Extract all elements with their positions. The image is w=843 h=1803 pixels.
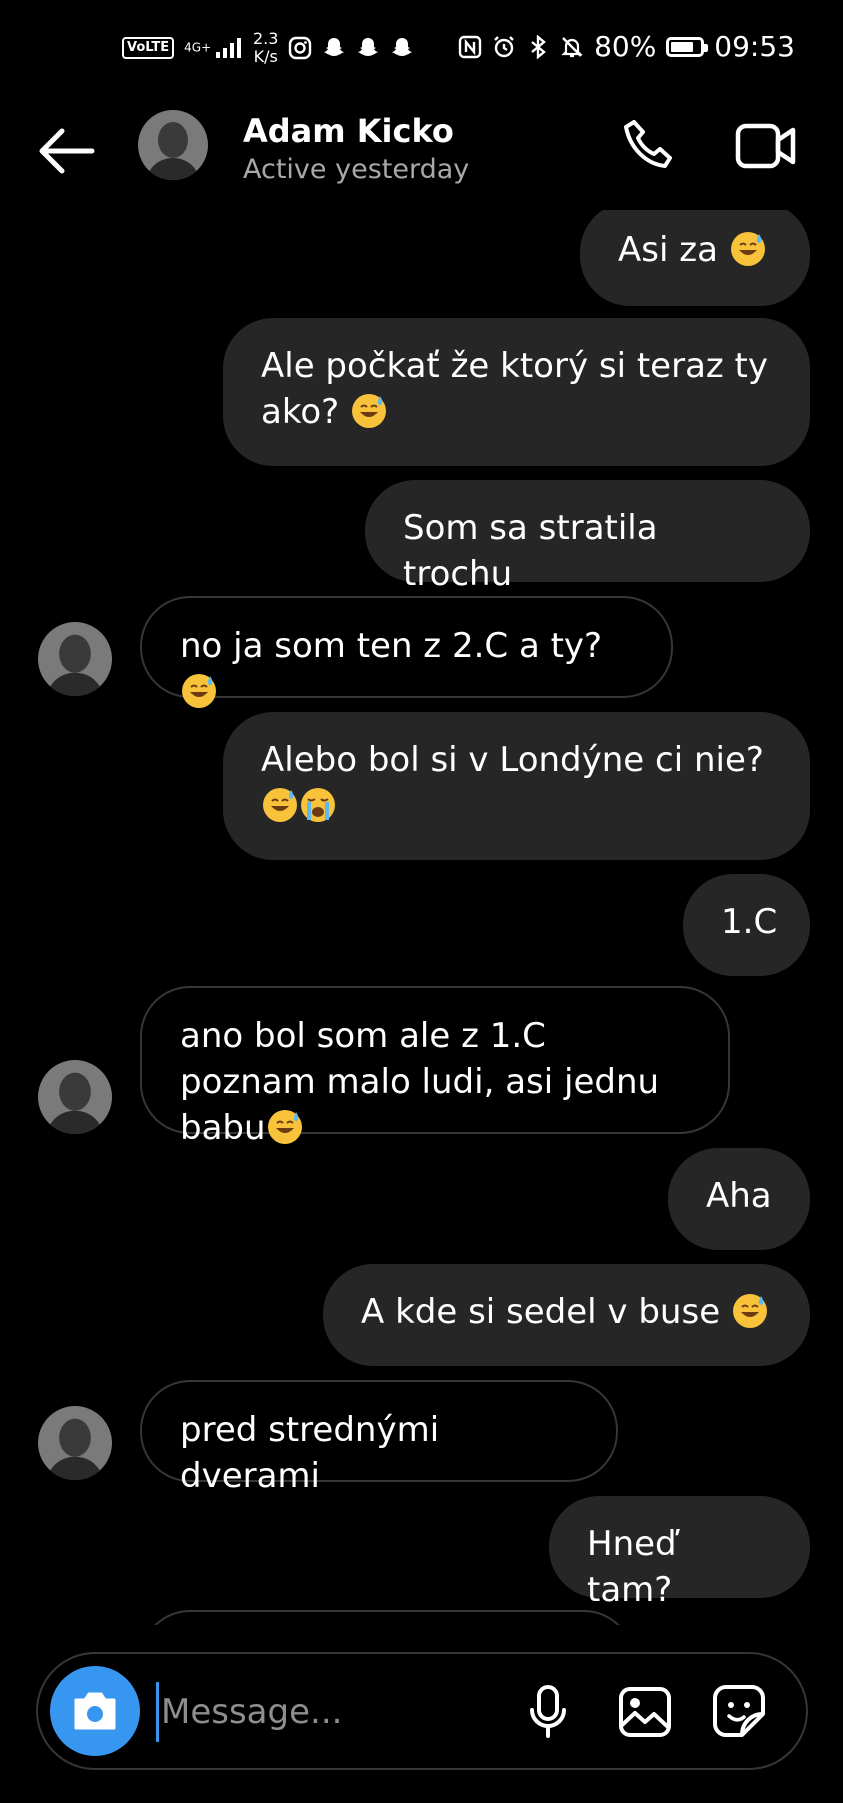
volte-badge: VoLTE: [122, 37, 174, 59]
sweat-smile-emoji-icon: [266, 1108, 304, 1146]
network-speed: [253, 30, 278, 66]
avatar-portrait-icon: [38, 622, 112, 696]
instagram-icon: [288, 36, 312, 60]
camera-icon: [72, 1690, 118, 1732]
incoming-message[interactable]: [140, 1380, 618, 1496]
outgoing-message[interactable]: [223, 318, 810, 466]
message-text: Ale počkať že ktorý si teraz ty ako?: [261, 346, 769, 432]
outgoing-message[interactable]: [549, 1496, 810, 1610]
message-text: Som sa stratila trochu: [403, 508, 658, 594]
outgoing-message[interactable]: [580, 210, 810, 306]
outgoing-message[interactable]: [668, 1148, 810, 1250]
snapchat-icon: [322, 36, 346, 60]
avatar-portrait-icon: [38, 1406, 112, 1480]
message-text: Aha: [706, 1176, 772, 1216]
chat-header: [0, 100, 843, 210]
sticker-icon[interactable]: [712, 1684, 766, 1738]
battery-icon: [666, 37, 704, 57]
message-text: 1.C: [721, 902, 778, 942]
speed-unit: K/s: [253, 47, 278, 66]
message-text: Alebo bol si v Londýne ci nie?: [261, 740, 764, 780]
battery-percent: 80%: [594, 30, 657, 63]
microphone-icon[interactable]: [528, 1684, 568, 1740]
sweat-smile-emoji-icon: [261, 786, 299, 824]
network-label: 4G+: [184, 40, 212, 55]
loudly-crying-emoji-icon: [299, 786, 337, 824]
alarm-icon: [492, 35, 516, 59]
sweat-smile-emoji-icon: [350, 392, 388, 430]
contact-name[interactable]: Adam Kicko: [243, 112, 454, 150]
signal-icon: [215, 37, 243, 59]
message-text: A kde si sedel v buse: [361, 1292, 731, 1332]
message-thread[interactable]: [0, 210, 843, 1625]
sender-avatar[interactable]: [38, 622, 112, 696]
status-left: [122, 30, 414, 66]
avatar-portrait-icon: [138, 110, 208, 180]
gallery-icon[interactable]: [618, 1686, 672, 1738]
bluetooth-icon: [526, 35, 550, 59]
message-composer: [36, 1652, 808, 1770]
sender-avatar[interactable]: [38, 1406, 112, 1480]
sweat-smile-emoji-icon: [731, 1292, 769, 1330]
battery-fill: [671, 42, 693, 52]
sweat-smile-emoji-icon: [729, 230, 767, 268]
sweat-smile-emoji-icon: [180, 672, 218, 710]
message-text: ano bol som ale z 1.C poznam malo ludi, asi jednu babu: [180, 1016, 660, 1148]
status-right: [458, 30, 795, 63]
avatar-portrait-icon: [38, 1060, 112, 1134]
outgoing-message[interactable]: [223, 712, 810, 860]
incoming-message-partial[interactable]: [140, 1610, 634, 1625]
speed-value: 2.3: [253, 29, 279, 48]
message-input[interactable]: [156, 1682, 463, 1742]
mute-bell-icon: [560, 35, 584, 59]
snapchat-icon: [356, 36, 380, 60]
network-type: [184, 37, 243, 59]
incoming-message[interactable]: [140, 596, 673, 698]
phone-call-icon[interactable]: [620, 118, 676, 174]
sender-avatar[interactable]: [38, 1060, 112, 1134]
status-bar: [0, 0, 843, 100]
contact-avatar[interactable]: [138, 110, 208, 180]
outgoing-message[interactable]: [683, 874, 810, 976]
outgoing-message[interactable]: [323, 1264, 810, 1366]
outgoing-message[interactable]: [365, 480, 810, 594]
incoming-message[interactable]: [140, 986, 730, 1148]
nfc-icon: [458, 35, 482, 59]
clock: 09:53: [714, 30, 795, 63]
message-text: Hneď tam?: [587, 1524, 677, 1610]
camera-button[interactable]: [50, 1666, 140, 1756]
back-arrow-icon[interactable]: [36, 126, 96, 176]
video-call-icon[interactable]: [735, 120, 797, 172]
message-text: no ja som ten z 2.C a ty?: [180, 626, 603, 666]
message-text: pred strednými dverami: [180, 1410, 440, 1496]
snapchat-icon: [390, 36, 414, 60]
contact-status: Active yesterday: [243, 154, 470, 185]
message-text: Asi za: [618, 230, 729, 270]
